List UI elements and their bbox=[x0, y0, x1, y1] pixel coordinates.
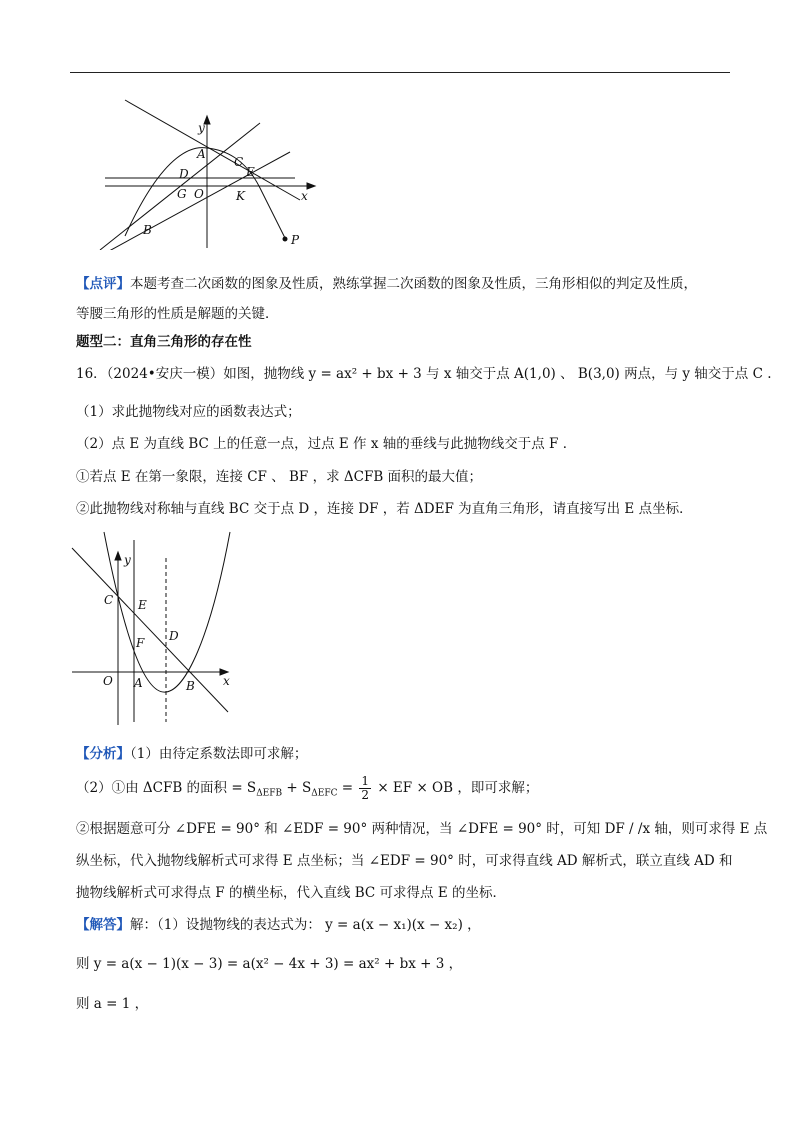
label-E: E bbox=[138, 598, 147, 612]
label-F: F bbox=[136, 636, 145, 650]
label-x: x bbox=[223, 674, 230, 688]
analysis-text-1: （1）由待定系数法即可求解； bbox=[130, 746, 308, 762]
question-2a: ①若点 E 在第一象限，连接 CF 、 BF ，求 ΔCFB 面积的最大值； bbox=[76, 469, 483, 485]
comment-text-1: 本题考查二次函数的图象及性质，熟练掌握二次函数的图象及性质，三角形相似的判定及性质， bbox=[130, 276, 697, 292]
x-axis-arrow bbox=[307, 183, 315, 189]
label-y: y bbox=[124, 553, 131, 567]
y-axis-arrow bbox=[115, 552, 121, 560]
label-B: B bbox=[186, 679, 195, 693]
question-2: （2）点 E 为直线 BC 上的任意一点，过点 E 作 x 轴的垂线与此抛物线交于点 F ． bbox=[76, 436, 577, 452]
analysis-l2-pre: （2）①由 ΔCFB 的面积 = S bbox=[76, 780, 257, 796]
analysis-l2-post: × EF × OB ，即可求解； bbox=[373, 780, 539, 796]
line-BC bbox=[100, 152, 290, 250]
label-A: A bbox=[134, 676, 143, 690]
label-E: E bbox=[246, 165, 255, 179]
label-B: B bbox=[143, 223, 152, 237]
label-O: O bbox=[194, 187, 204, 201]
analysis-sub-2: ΔEFC bbox=[311, 788, 338, 799]
analysis-line-4: 纵坐标，代入抛物线解析式可求得 E 点坐标；当 ∠EDF = 90° 时，可求得直线 AD 解析式，联立直线 AD 和 bbox=[76, 853, 733, 869]
analysis-line-2 bbox=[76, 775, 736, 806]
frac-den: 2 bbox=[361, 788, 370, 802]
comment-tag: 【点评】 bbox=[76, 276, 130, 292]
solution-line-3: 则 a = 1 ， bbox=[76, 996, 149, 1012]
solution-tag: 【解答】 bbox=[76, 917, 130, 933]
line-decreasing bbox=[125, 100, 300, 200]
problem-statement: 16．（2024•安庆一模）如图，抛物线 y = ax² + bx + 3 与 x 轴交于点 A(1,0) 、 B(3,0) 两点，与 y 轴交于点 C . bbox=[76, 366, 772, 382]
question-1: （1）求此抛物线对应的函数表达式； bbox=[76, 404, 301, 420]
label-P: P bbox=[291, 233, 300, 247]
question-2b: ②此抛物线对称轴与直线 BC 交于点 D ，连接 DF ，若 ΔDEF 为直角三角形，请直接写出 E 点坐标． bbox=[76, 501, 693, 517]
figure-1-graph bbox=[95, 98, 320, 250]
analysis-line-3: ②根据题意可分 ∠DFE = 90° 和 ∠EDF = 90° 两种情况，当 ∠DFE = 90° 时，可知 DF / /x 轴，则可求得 E 点 bbox=[76, 821, 768, 837]
point-P bbox=[283, 237, 288, 242]
label-D: D bbox=[179, 167, 189, 181]
label-G: G bbox=[177, 187, 187, 201]
analysis-eq: = bbox=[337, 780, 358, 796]
analysis-line-1 bbox=[76, 742, 736, 766]
label-y: y bbox=[198, 121, 205, 135]
label-A: A bbox=[197, 147, 206, 161]
comment-line-2: 等腰三角形的性质是解题的关键． bbox=[76, 306, 279, 322]
comment-line-1 bbox=[76, 272, 736, 296]
fraction-one-half bbox=[359, 775, 371, 802]
label-x: x bbox=[301, 189, 308, 203]
y-axis-arrow bbox=[204, 116, 210, 124]
label-D: D bbox=[169, 629, 179, 643]
analysis-plus: + S bbox=[282, 780, 312, 796]
header-rule bbox=[70, 72, 730, 73]
solution-line-1 bbox=[76, 913, 736, 937]
analysis-tag: 【分析】 bbox=[76, 746, 130, 762]
label-K: K bbox=[236, 189, 245, 203]
line-BC bbox=[72, 548, 228, 712]
parabola bbox=[104, 532, 230, 692]
label-C: C bbox=[234, 155, 244, 169]
section-title: 题型二：直角三角形的存在性 bbox=[76, 334, 252, 350]
solution-line-2: 则 y = a(x − 1)(x − 3) = a(x² − 4x + 3) = ax² + bx + 3 ， bbox=[76, 956, 463, 972]
figure-2-graph bbox=[70, 530, 240, 725]
label-C: C bbox=[104, 593, 114, 607]
solution-text-1: 解：（1）设抛物线的表达式为： y = a(x − x₁)(x − x₂) ， bbox=[130, 917, 481, 933]
analysis-line-5: 抛物线解析式可求得点 F 的横坐标，代入直线 BC 可求得点 E 的坐标． bbox=[76, 885, 506, 901]
frac-num: 1 bbox=[361, 774, 370, 788]
label-O: O bbox=[103, 674, 113, 688]
analysis-sub-1: ΔEFB bbox=[256, 788, 283, 799]
